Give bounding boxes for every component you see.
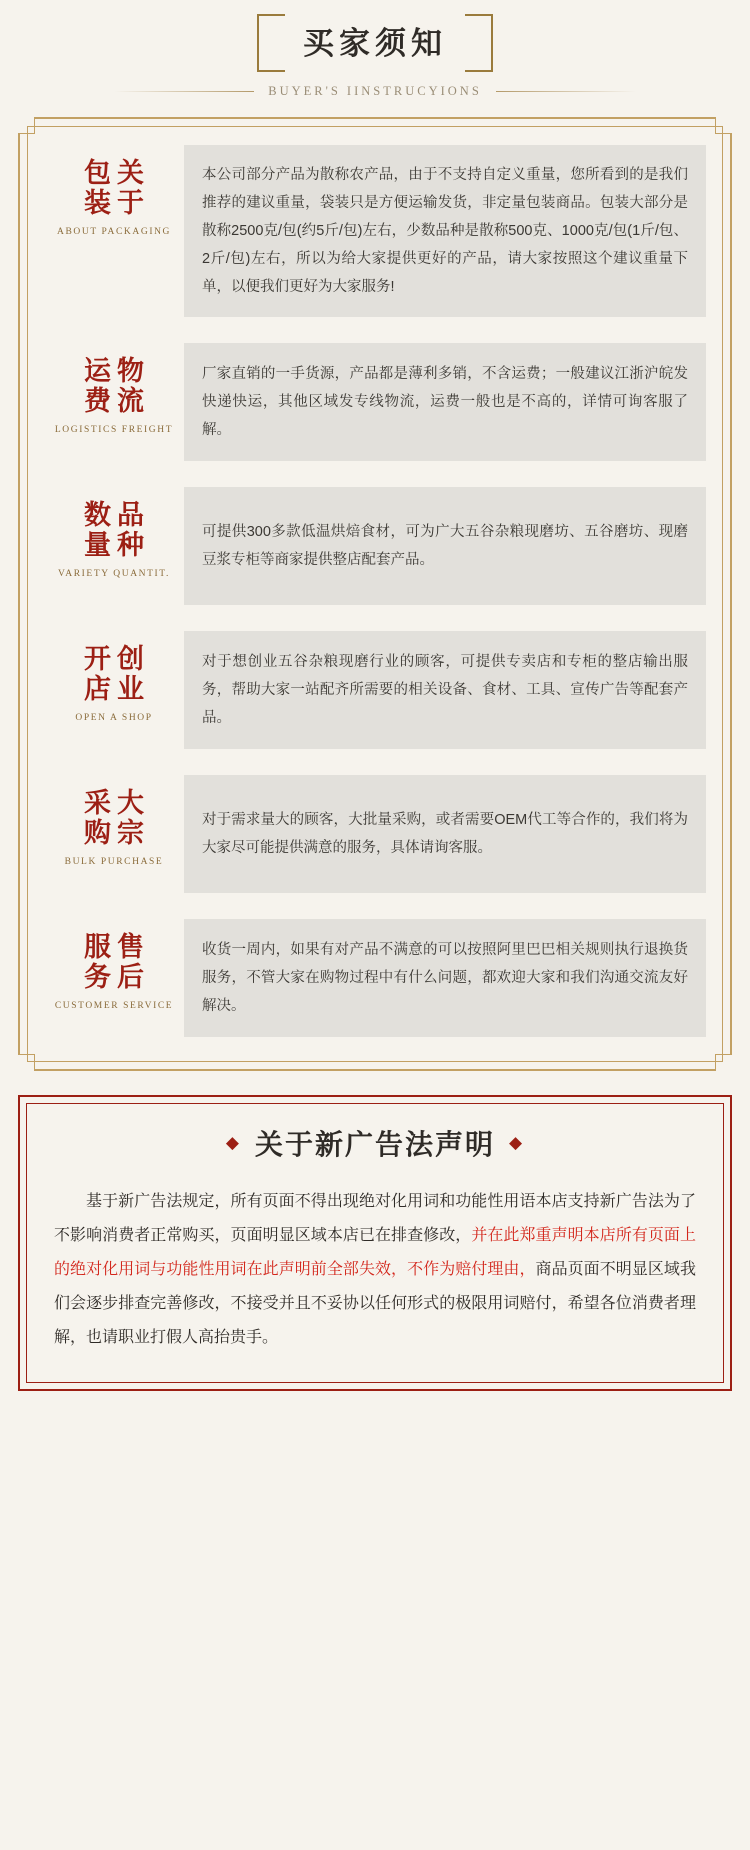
page-subtitle-row [0,84,750,99]
gold-frame-notch-top-left [18,117,35,134]
instruction-text: 对于想创业五谷杂粮现磨行业的顾客，可提供专卖店和专柜的整店输出服务，帮助大家一站配齐所需要的相关设备、食材、工具、宣传广告等配套产品。 [202,654,688,726]
instruction-label-variety [44,487,184,579]
diamond-left-icon: ◆ [225,1132,241,1153]
label-char: 数 [84,500,111,531]
statement-part-2: 商品页面不明显区域我们会逐步排查完善修改，不接受并且不妥协以任何形式的极限用词赔付，希望各位消费者理解，也请职业打假人高抬贵手。 [54,1261,696,1346]
instruction-text: 收货一周内，如果有对产品不满意的可以按照阿里巴巴相关规则执行退换货服务，不管大家在购物过程中有什么问题，都欢迎大家和我们沟通交流友好解决。 [202,942,688,1014]
gold-frame-notch-top-right [715,117,732,134]
label-column-1 [84,501,111,561]
instruction-label-cn [44,159,184,219]
instruction-row [44,631,706,749]
label-char: 务 [84,962,111,993]
label-column-1 [84,933,111,993]
instruction-text-panel [184,631,706,749]
page-title: 买家须知 [303,26,447,62]
label-char: 开 [84,644,111,675]
subtitle-divider-left [114,91,254,92]
instructions-list [30,129,720,1059]
label-column-1 [84,357,111,417]
label-char: 后 [117,962,144,993]
label-column-2 [117,159,144,219]
instruction-text: 可提供300多款低温烘焙食材，可为广大五谷杂粮现磨坊、五谷磨坊、现磨豆浆专柜等商家提供整店配套产品。 [202,524,688,568]
label-column-1 [84,159,111,219]
label-char: 量 [84,530,111,561]
label-char: 店 [84,674,111,705]
title-frame [257,14,493,72]
instruction-label-cn [44,789,184,849]
instruction-label-cn [44,501,184,561]
instruction-row [44,343,706,461]
instruction-label-customer-service [44,919,184,1011]
label-column-2 [117,645,144,705]
instruction-row [44,145,706,317]
label-char: 采 [84,788,111,819]
instruction-text: 本公司部分产品为散称农产品，由于不支持自定义重量，您所看到的是我们推荐的建议重量，袋装只是方便运输发货，非定量包装商品。包装大部分是散称2500克/包(约5斤/包)左右，少数品种是散称500克、1000克/包(1斤/包、2斤/包)左右，所以为给大家提供更好的产品，请大家按照这个建议重量下单，以便我们更好为大家服务! [202,167,688,295]
instruction-label-bulk-purchase [44,775,184,867]
instruction-text: 厂家直销的一手货源，产品都是薄利多销，不含运费；一般建议江浙沪皖发快递快运，其他区域发专线物流，运费一般也是不高的，详情可询客服了解。 [202,366,688,438]
instruction-label-logistics [44,343,184,435]
instruction-text-panel [184,487,706,605]
label-char: 种 [117,530,144,561]
label-char: 品 [117,500,144,531]
instruction-label-en: CUSTOMER SERVICE [54,1001,174,1011]
label-char: 售 [117,932,144,963]
label-column-2 [117,501,144,561]
statement-title-row [54,1123,696,1163]
label-char: 运 [84,356,111,387]
gold-frame-notch-bottom-right [715,1054,732,1071]
instruction-label-en: BULK PURCHASE [64,857,164,867]
instruction-label-en: OPEN A SHOP [75,713,153,723]
gold-frame-notch-bottom-left [18,1054,35,1071]
statement-body [54,1185,696,1355]
instruction-label-cn [44,933,184,993]
label-char: 服 [84,932,111,963]
statement-title: 关于新广告法声明 [254,1128,495,1161]
label-char: 费 [84,386,111,417]
instruction-label-cn [44,645,184,705]
label-column-2 [117,357,144,417]
frame-corner-bottom-right-icon [465,36,493,72]
label-column-2 [117,933,144,993]
instruction-text: 对于需求量大的顾客，大批量采购，或者需要OEM代工等合作的，我们将为大家尽可能提供满意的服务，具体请询客服。 [202,812,688,856]
instruction-text-panel [184,775,706,893]
label-char: 包 [84,158,111,189]
label-column-1 [84,789,111,849]
instruction-row [44,487,706,605]
instruction-label-en: LOGISTICS FREIGHT [54,425,174,435]
label-char: 大 [117,788,144,819]
instruction-row [44,775,706,893]
label-column-1 [84,645,111,705]
instruction-text-panel [184,145,706,317]
label-char: 装 [84,188,111,219]
label-char: 物 [117,356,144,387]
instruction-text-panel [184,919,706,1037]
diamond-right-icon: ◆ [509,1132,525,1153]
statement-highlight: 并在此郑重声明本店所有页面上的绝对化用词与功能性用词在此声明前全部失效，不作为赔付理由， [54,1227,696,1278]
label-char: 于 [117,188,144,219]
label-column-2 [117,789,144,849]
instruction-label-en: ABOUT PACKAGING [57,227,171,237]
label-char: 流 [117,386,144,417]
instruction-row [44,919,706,1037]
label-char: 宗 [117,818,144,849]
frame-corner-bottom-left-icon [257,36,285,72]
instructions-frame [18,117,732,1071]
advertising-law-statement [18,1095,732,1391]
label-char: 关 [117,158,144,189]
instruction-label-cn [44,357,184,417]
statement-part-1: 基于新广告法规定，所有页面不得出现绝对化用词和功能性用语本店支持新广告法为了不影响消费者正常购买，页面明显区域本店已在排查修改， [54,1193,696,1244]
label-char: 创 [117,644,144,675]
subtitle-divider-right [496,91,636,92]
instruction-text-panel [184,343,706,461]
label-char: 购 [84,818,111,849]
instruction-label-en: VARIETY QUANTIT. [58,569,170,579]
instruction-label-open-shop [44,631,184,723]
page-header [0,0,750,99]
page-subtitle: BUYER'S IINSTRUCYIONS [268,84,482,98]
instruction-label-packaging [44,145,184,237]
label-char: 业 [117,674,144,705]
